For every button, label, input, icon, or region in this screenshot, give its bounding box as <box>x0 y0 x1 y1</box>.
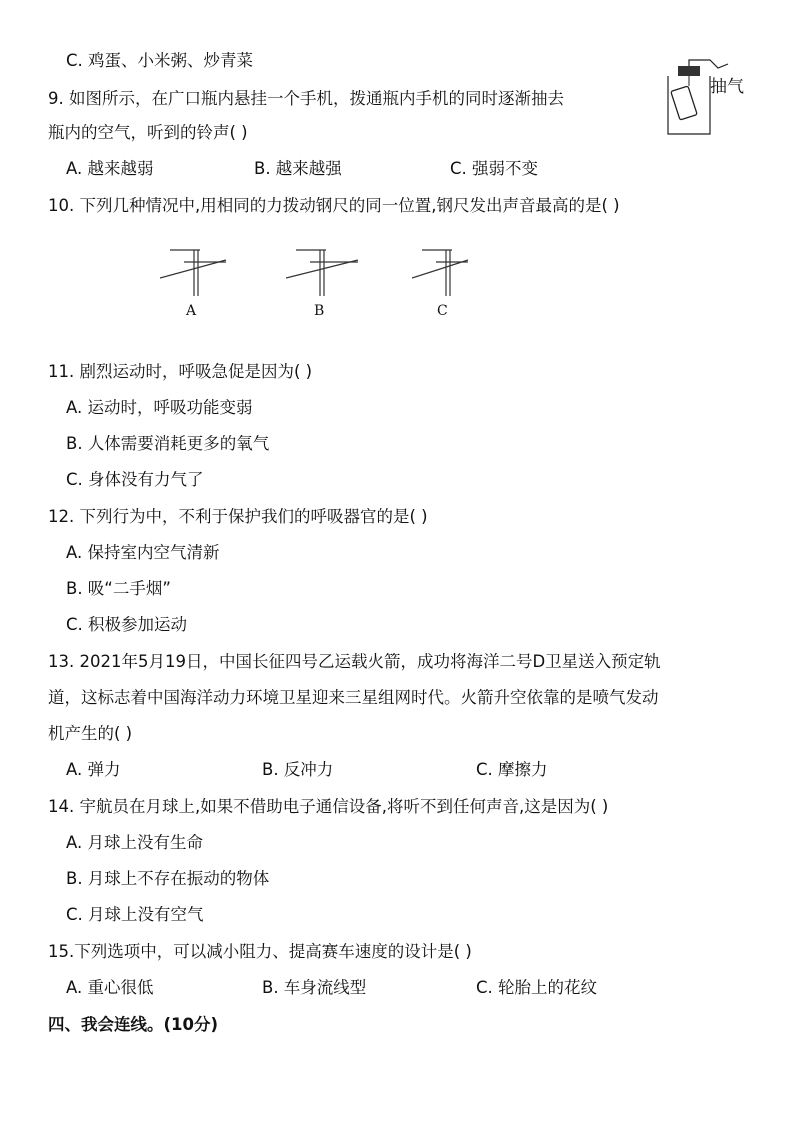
q8-option-c: C. 鸡蛋、小米粥、炒青菜 <box>66 51 254 70</box>
q14-option-c: C. 月球上没有空气 <box>66 905 204 924</box>
ruler-figure-a <box>160 240 230 298</box>
q12-option-b: B. 吸“二手烟” <box>66 579 171 598</box>
q11-stem: 11. 剧烈运动时，呼吸急促是因为( ) <box>48 362 313 381</box>
q10-stem: 10. 下列几种情况中,用相同的力拨动钢尺的同一位置,钢尺发出声音最高的是( ) <box>48 196 620 215</box>
q14-stem: 14. 宇航员在月球上,如果不借助电子通信设备,将听不到任何声音,这是因为( ) <box>48 797 609 816</box>
ruler-label-a: A <box>186 303 197 319</box>
q9-option-c: C. 强弱不变 <box>450 159 539 178</box>
q12-stem: 12. 下列行为中，不利于保护我们的呼吸器官的是( ) <box>48 507 428 526</box>
q12-option-c: C. 积极参加运动 <box>66 615 188 634</box>
q9-option-b: B. 越来越强 <box>254 159 342 178</box>
q12-option-a: A. 保持室内空气清新 <box>66 543 220 562</box>
q13-option-c: C. 摩擦力 <box>476 760 548 779</box>
q9-stem-line2: 瓶内的空气，听到的铃声( ) <box>48 123 248 142</box>
q15-option-c: C. 轮胎上的花纹 <box>476 978 598 997</box>
q13-stem-line3: 机产生的( ) <box>48 724 133 743</box>
q14-option-b: B. 月球上不存在振动的物体 <box>66 869 270 888</box>
ruler-figure-c <box>412 240 472 298</box>
ruler-label-c: C <box>437 303 448 319</box>
jar-figure-label: 抽气 <box>710 77 744 97</box>
q11-option-c: C. 身体没有力气了 <box>66 470 204 489</box>
jar-phone-figure <box>662 58 754 138</box>
q15-option-a: A. 重心很低 <box>66 978 154 997</box>
q9-option-a: A. 越来越弱 <box>66 159 154 178</box>
phone-icon <box>671 86 697 120</box>
q15-stem: 15.下列选项中，可以减小阻力、提高赛车速度的设计是( ) <box>48 942 472 961</box>
q13-option-b: B. 反冲力 <box>262 760 334 779</box>
q13-stem-line1: 13. 2021年5月19日，中国长征四号乙运载火箭，成功将海洋二号D卫星送入预定轨 <box>48 652 661 671</box>
q14-option-a: A. 月球上没有生命 <box>66 833 203 852</box>
q15-option-b: B. 车身流线型 <box>262 978 367 997</box>
q9-stem-line1: 9. 如图所示，在广口瓶内悬挂一个手机，拨通瓶内手机的同时逐渐抽去 <box>48 89 564 108</box>
q13-option-a: A. 弹力 <box>66 760 121 779</box>
q11-option-b: B. 人体需要消耗更多的氧气 <box>66 434 270 453</box>
section-4-title: 四、我会连线。(10分) <box>48 1015 219 1034</box>
q11-option-a: A. 运动时，呼吸功能变弱 <box>66 398 253 417</box>
jar-stopper <box>678 66 700 76</box>
q13-stem-line2: 道，这标志着中国海洋动力环境卫星迎来三星组网时代。火箭升空依靠的是喷气发动 <box>48 688 659 707</box>
ruler-label-b: B <box>314 303 325 319</box>
ruler-figure-b <box>286 240 362 298</box>
